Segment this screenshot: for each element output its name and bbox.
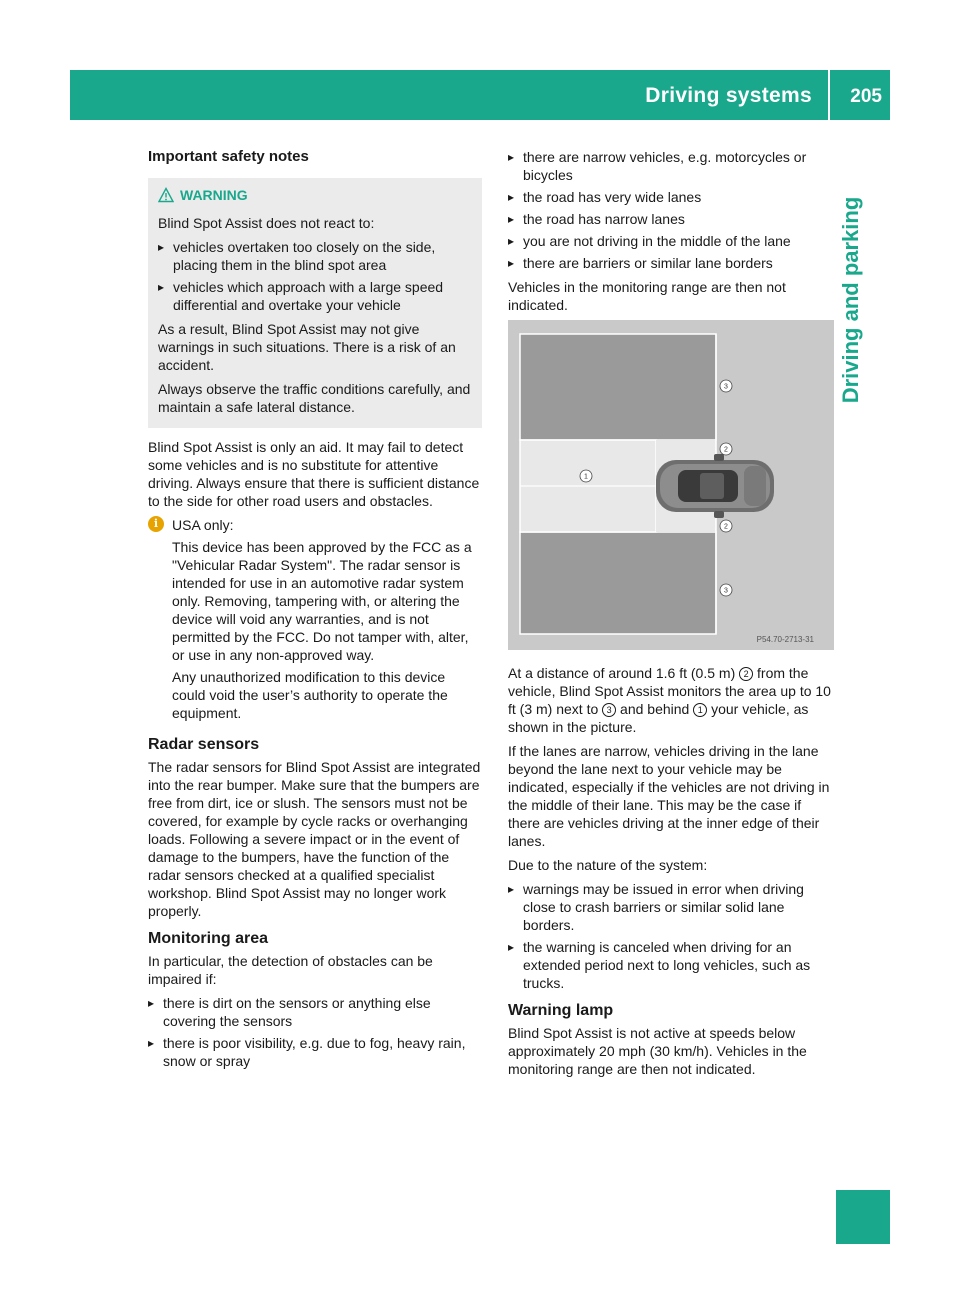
radar-paragraph: The radar sensors for Blind Spot Assist are integrated into the rear bumper. Make sure that the bumpers are free from dirt, ice or slush. The sensors must not be covered, for example by cycle racks or overhanging loads. Following a severe impact or in the event of damage to the bumpers, have the function of the radar sensors checked at a qualified specialist workshop. Blind Spot Assist may no longer work properly. — [148, 759, 481, 919]
list-item: ▸ there are barriers or similar lane borders — [508, 254, 834, 272]
warning-lamp-paragraph: Blind Spot Assist is not active at speeds below approximately 20 mph (30 km/h). Vehicles in the monitoring range are then not indicated. — [508, 1025, 807, 1077]
monitoring-heading: Monitoring area — [148, 930, 269, 947]
marker-2-label: 2 — [724, 523, 728, 531]
list-item: ▸ warnings may be issued in error when driving close to crash barriers or similar solid lane borders. — [508, 880, 834, 934]
radar-heading: Radar sensors — [148, 736, 260, 753]
usa-note-paragraph: Any unauthorized modification to this device could void the user’s authority to operate the equipment. — [172, 669, 448, 721]
circled-number: 2 — [739, 667, 753, 681]
page-number: 205 — [850, 86, 882, 107]
header-divider — [828, 70, 830, 120]
usa-note-paragraph: This device has been approved by the FCC as a "Vehicular Radar System". The radar sensor is intended for use in an automotive radar system only. Removing, tampering with, or altering the device will void any warranties, and is not permitted by the FCC. Do not tamper with, alter, or use in any non-approved way. — [172, 539, 472, 663]
nature-list — [508, 880, 834, 992]
safety-notes-heading: Important safety notes — [148, 148, 309, 165]
warning-list — [158, 238, 472, 314]
chapter-tab-block — [836, 1190, 890, 1244]
list-item: ▸ the road has narrow lanes — [508, 210, 834, 228]
warning-triangle-icon — [158, 187, 174, 203]
upper-lane-zone — [520, 334, 716, 440]
info-icon: i — [148, 516, 164, 532]
distance-text: At a distance of around 1.6 ft (0.5 m) — [508, 665, 736, 681]
monitoring-area-diagram — [508, 320, 834, 650]
usa-note-body — [172, 516, 482, 726]
aid-paragraph: Blind Spot Assist is only an aid. It may fail to detect some vehicles and is no substitute for attentive driving. Always ensure that there is sufficient distance to the side for other road users and obstacles. — [148, 439, 480, 509]
list-item: ▸ there is dirt on the sensors or anything else covering the sensors — [148, 994, 482, 1030]
list-item: ▸ you are not driving in the middle of the lane — [508, 232, 834, 250]
left-column — [148, 148, 482, 1076]
not-indicated-paragraph: Vehicles in the monitoring range are then not indicated. — [508, 279, 786, 313]
marker-2-label: 2 — [724, 446, 728, 454]
list-item: ▸ vehicles which approach with a large speed differential and overtake your vehicle — [158, 278, 472, 314]
marker-1-label: 1 — [584, 473, 588, 481]
distance-text: and behind — [620, 701, 690, 717]
warning-header — [158, 186, 472, 204]
section-title: Driving systems — [645, 84, 812, 107]
monitoring-area-figure — [508, 320, 834, 650]
list-item: ▸ there is poor visibility, e.g. due to fog, heavy rain, snow or spray — [148, 1034, 482, 1070]
warning-paragraph: As a result, Blind Spot Assist may not give warnings in such situations. There is a risk of an accident. — [158, 321, 456, 373]
chapter-tab-label: Driving and parking — [838, 196, 863, 404]
monitoring-intro: In particular, the detection of obstacles can be impaired if: — [148, 953, 433, 987]
header-bar — [70, 70, 890, 120]
warning-paragraph: Always observe the traffic conditions carefully, and maintain a safe lateral distance. — [158, 381, 471, 415]
nature-intro: Due to the nature of the system: — [508, 857, 708, 873]
circled-number: 3 — [602, 703, 616, 717]
distance-text: from the vehicle, Blind Spot Assist monitors the area up to 10 ft (3 m) next to — [508, 665, 831, 717]
warning-lamp-heading: Warning lamp — [508, 1002, 614, 1019]
warning-box — [148, 178, 482, 428]
marker-3-label: 3 — [724, 383, 728, 391]
marker-3-label: 3 — [724, 587, 728, 595]
narrow-lanes-paragraph: If the lanes are narrow, vehicles driving in the lane beyond the lane next to your vehicle may be indicated, especially if the vehicles are not driving in the middle of their lane. This may be the case if there are vehicles driving at the inner edge of their lanes. — [508, 743, 830, 849]
warning-intro: Blind Spot Assist does not react to: — [158, 215, 375, 231]
list-item: ▸ the warning is canceled when driving for an extended period next to long vehicles, such as trucks. — [508, 938, 834, 992]
warning-label: WARNING — [180, 187, 248, 203]
right-column — [508, 148, 834, 1084]
car-top-view — [656, 454, 774, 518]
figure-code: P54.70-2713-31 — [756, 635, 814, 644]
conditions-list — [508, 148, 834, 272]
list-item: ▸ the road has very wide lanes — [508, 188, 834, 206]
lower-lane-zone — [520, 532, 716, 634]
usa-note — [148, 516, 482, 726]
circled-number: 1 — [693, 703, 707, 717]
distance-paragraph — [508, 664, 834, 736]
monitoring-list — [148, 994, 482, 1070]
list-item: ▸ there are narrow vehicles, e.g. motorcycles or bicycles — [508, 148, 834, 184]
usa-note-label: USA only: — [172, 517, 234, 533]
list-item: ▸ vehicles overtaken too closely on the side, placing them in the blind spot area — [158, 238, 472, 274]
distance-text: your vehicle, as shown in the picture. — [508, 701, 809, 735]
